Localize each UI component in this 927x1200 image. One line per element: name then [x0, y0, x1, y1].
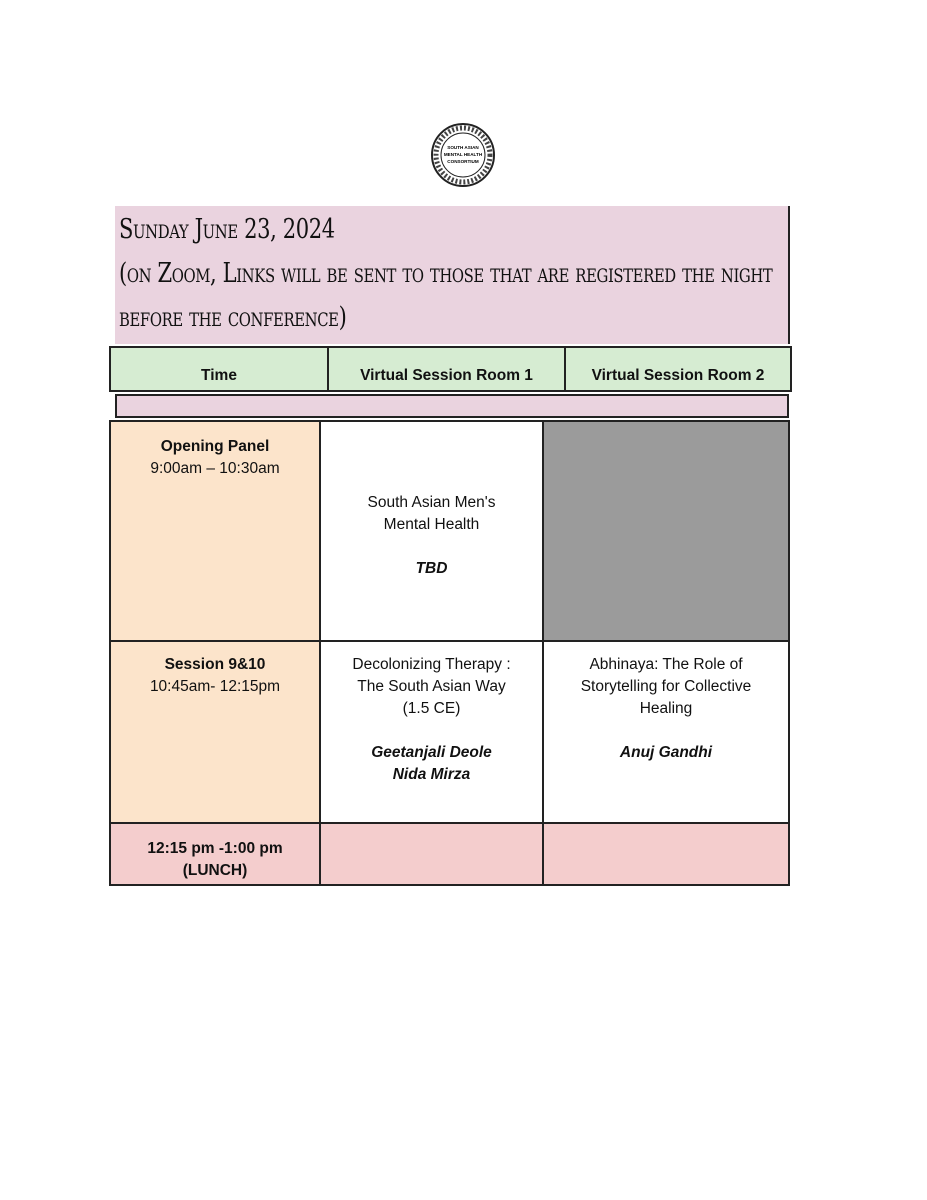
- grid-divider-vertical-1: [319, 422, 321, 884]
- row1-room2-cell-blocked: [544, 422, 788, 640]
- row3-time-cell: [111, 824, 319, 884]
- row3-time-line-1: 12:15 pm -1:00 pm: [147, 840, 283, 857]
- row2-room1-title-line-3: (1.5 CE): [402, 700, 461, 717]
- row2-room1-speaker-1: Geetanjali Deole: [371, 744, 492, 761]
- consortium-seal-icon: [430, 122, 496, 188]
- logo-text-line-3: CONSORTIUM: [447, 159, 479, 164]
- logo-text-line-2: MENTAL HEALTH: [443, 152, 483, 157]
- row2-room2-title-line-3: Healing: [639, 700, 693, 717]
- row2-room2-title-line-1: Abhinaya: The Role of: [589, 656, 743, 673]
- banner-note-line-2: before the conference): [119, 302, 347, 333]
- schedule-table: [109, 420, 790, 886]
- header-room-1: Virtual Session Room 1: [327, 346, 566, 392]
- row1-room1-title-line-1: South Asian Men's: [367, 494, 496, 511]
- row1-room1-speaker: TBD: [415, 560, 448, 577]
- row2-room2-cell: [544, 642, 788, 822]
- grid-divider-horizontal-1: [111, 640, 788, 642]
- row2-room1-speaker-2: Nida Mirza: [392, 766, 471, 783]
- row3-time-line-2: (LUNCH): [182, 862, 248, 879]
- row3-room2-cell: [544, 824, 788, 884]
- row2-room2-title-line-2: Storytelling for Collective: [580, 678, 752, 695]
- row2-room1-title-line-2: The South Asian Way: [357, 678, 506, 695]
- row2-room1-title-line-1: Decolonizing Therapy :: [352, 656, 511, 673]
- row2-time-range: 10:45am- 12:15pm: [149, 678, 281, 695]
- row1-room1-cell: [321, 422, 542, 640]
- grid-divider-horizontal-2: [111, 822, 788, 824]
- banner-date: Sunday June 23, 2024: [119, 214, 335, 245]
- row1-room1-title-line-2: Mental Health: [383, 516, 480, 533]
- row1-time-title: Opening Panel: [160, 438, 270, 455]
- row2-room1-cell: [321, 642, 542, 822]
- consortium-logo: [430, 122, 496, 188]
- date-banner: [115, 206, 790, 344]
- row2-room2-speaker: Anuj Gandhi: [619, 744, 713, 761]
- header-spacer-strip: [115, 394, 789, 418]
- row2-time-cell: [111, 642, 319, 822]
- banner-note-line-1: (on Zoom, Links will be sent to those that are registered the night: [119, 258, 773, 289]
- row3-room1-cell: [321, 824, 542, 884]
- row2-time-title: Session 9&10: [164, 656, 266, 673]
- grid-divider-vertical-2: [542, 422, 544, 884]
- row1-time-range: 9:00am – 10:30am: [150, 460, 280, 477]
- logo-text-line-1: SOUTH ASIAN: [447, 145, 479, 150]
- row1-time-cell: [111, 422, 319, 640]
- header-room-2: Virtual Session Room 2: [564, 346, 792, 392]
- header-time: Time: [109, 346, 329, 392]
